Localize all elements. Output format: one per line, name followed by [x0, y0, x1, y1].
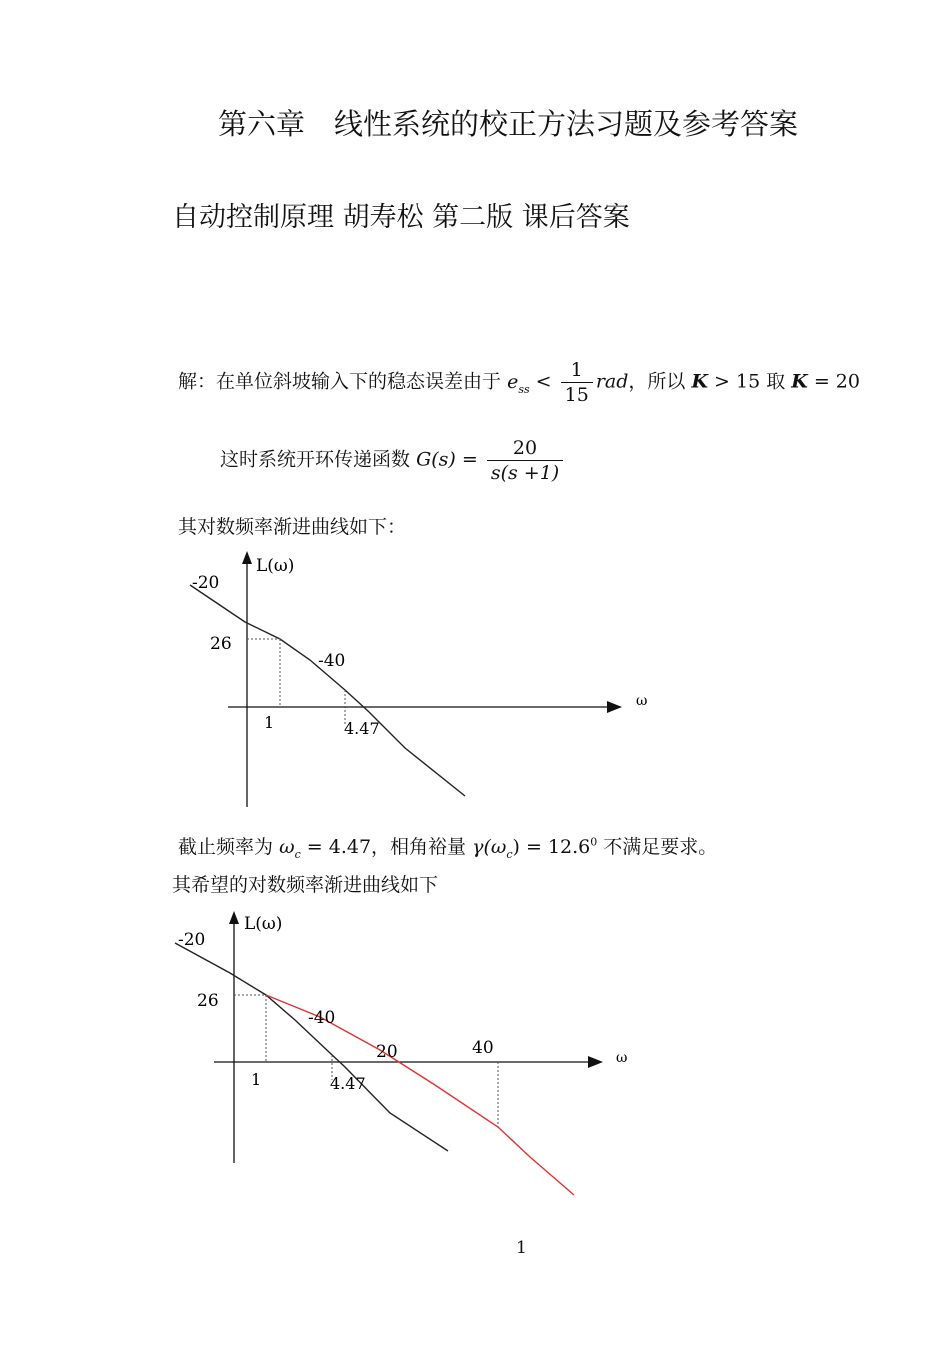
cutoff-prefix: 截止频率为 [178, 836, 274, 858]
x-tick-20: 20 [376, 1042, 398, 1062]
x-tick-1: 1 [251, 1070, 262, 1089]
page-subtitle: 自动控制原理 胡寿松 第二版 课后答案 [172, 202, 630, 233]
less-than: < [535, 370, 552, 393]
k-relation-1: > 15 取 [714, 370, 786, 393]
level-label-26: 26 [210, 634, 232, 654]
bode-plot-original [170, 545, 648, 810]
transfer-lhs: G(s) = [416, 448, 478, 471]
y-axis-label: L(ω) [256, 556, 295, 576]
fraction-denominator: 15 [564, 384, 589, 406]
fraction-numerator: 1 [561, 358, 593, 383]
omega-c-symbol: $\omega_c$ [279, 836, 301, 861]
bode-plot-desired [170, 905, 640, 1200]
gamma-symbol: $\gamma(\omega_c$ [472, 836, 513, 861]
curve1-caption: 其对数频率渐进曲线如下： [178, 516, 407, 538]
slope-label-minus20: -20 [192, 573, 220, 593]
transfer-numerator: 20 [487, 436, 563, 461]
x-axis-arrow-icon [588, 1056, 603, 1068]
page-number: 1 [516, 1238, 527, 1258]
x-axis-arrow-icon [607, 701, 622, 713]
curve2-caption: 其希望的对数频率渐进曲线如下 [172, 874, 439, 896]
cutoff-line [178, 832, 717, 861]
k-symbol-2: K [791, 370, 808, 393]
x-axis-label: ω [616, 1050, 628, 1066]
solution-mid: ，所以 [628, 370, 686, 393]
transfer-fraction [487, 436, 563, 485]
cutoff-equation: = 4.47，相角裕量 [306, 836, 467, 858]
original-asymptote-curve [175, 943, 448, 1151]
cutoff-suffix: 不满足要求。 [603, 836, 718, 858]
x-tick-447: 4.47 [344, 719, 380, 738]
transfer-denominator: s(s +1) [490, 462, 560, 484]
gamma-value: ) = $12.6^0$ [512, 835, 598, 858]
slope-label-minus20: -20 [178, 930, 206, 950]
slope-label-minus40: -40 [318, 651, 346, 671]
slope-label-minus40: -40 [308, 1008, 336, 1028]
x-tick-1: 1 [264, 713, 275, 732]
k-symbol-1: K [691, 370, 708, 393]
transfer-prefix: 这时系统开环传递函数 [220, 448, 411, 471]
transfer-function-line [220, 436, 566, 485]
fraction-1-15 [561, 358, 593, 407]
level-label-26: 26 [197, 991, 219, 1011]
rad-unit: rad [595, 370, 629, 393]
x-tick-447: 4.47 [330, 1074, 366, 1093]
x-tick-40: 40 [472, 1038, 494, 1058]
k-relation-2: = 20 [813, 370, 860, 393]
asymptote-curve [190, 585, 465, 796]
y-axis-arrow-icon [242, 551, 252, 564]
ess-symbol: $e_{ss}$ [507, 370, 530, 396]
page-title: 第六章 线性系统的校正方法习题及参考答案 [218, 107, 799, 141]
solution-prefix: 解：在单位斜坡输入下的稳态误差由于 [178, 370, 502, 393]
x-axis-label: ω [636, 693, 648, 709]
y-axis-label: L(ω) [244, 914, 283, 934]
y-axis-arrow-icon [229, 911, 239, 924]
solution-line [178, 358, 860, 407]
